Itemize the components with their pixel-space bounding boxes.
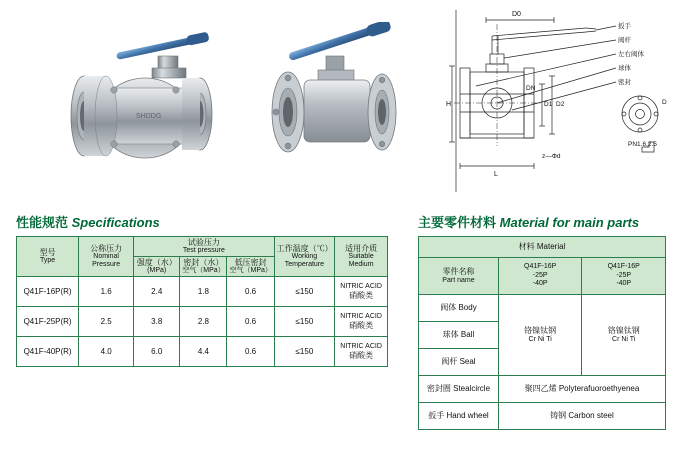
cell-part-name: 阀体 Body (419, 295, 499, 322)
svg-text:SHDDG: SHDDG (136, 113, 162, 120)
cell-medium: NITRIC ACID 硝酸类 (335, 307, 388, 337)
drawing-label-d2: D2 (556, 101, 565, 108)
specifications-title-cn: 性能规范 (16, 215, 69, 230)
drawing-label-d: D (662, 99, 667, 106)
material-row (419, 295, 666, 322)
table-row (17, 277, 388, 307)
drawing-label-pn: PN1.6,2.5 (628, 141, 657, 148)
header-strength: 强度（水） (MPa) (134, 257, 180, 277)
material-row (419, 403, 666, 430)
cell-low-seal: 0.6 (227, 307, 274, 337)
material-subheader-row (419, 258, 666, 295)
material-table (418, 236, 666, 430)
cell-type: Q41F-16P(R) (17, 277, 79, 307)
cell-material-2: 铬镍钛钢 Cr Ni Ti (582, 295, 666, 376)
drawing-callout-seal: 密封 (618, 79, 631, 86)
cell-strength: 2.4 (134, 277, 180, 307)
valve-photo-right (248, 22, 428, 172)
technical-drawing (446, 6, 676, 196)
product-photos (0, 0, 440, 195)
specifications-title-en: Specifications (71, 215, 160, 230)
header-working-temperature: 工作温度（℃） Working Temperature (274, 237, 335, 277)
drawing-label-zd: z—Φd (542, 153, 561, 160)
drawing-callout-ball: 球体 (618, 65, 631, 72)
drawing-label-h: H (446, 101, 452, 108)
drawing-label-l: L (494, 171, 498, 178)
cell-type: Q41F-25P(R) (17, 307, 79, 337)
cell-nominal: 4.0 (79, 337, 134, 367)
cell-seal: 1.8 (180, 277, 227, 307)
cell-nominal: 2.5 (79, 307, 134, 337)
drawing-label-dn: DN (526, 85, 536, 92)
table-row (17, 307, 388, 337)
header-material-col-2: Q41F-16P -25P -40P (582, 258, 666, 295)
cell-material-1: 铬镍钛钢 Cr Ni Ti (498, 295, 582, 376)
specifications-title (16, 212, 160, 231)
header-nominal-pressure: 公称压力 Nominal Pressure (79, 237, 134, 277)
header-part-name: 零件名称 Part name (419, 258, 499, 295)
header-test-pressure: 试验压力 Test pressure (134, 237, 275, 257)
drawing-callout-stem: 阀杆 (618, 37, 631, 44)
table-row (17, 337, 388, 367)
cell-nominal: 1.6 (79, 277, 134, 307)
cell-part-name: 扳手 Hand wheel (419, 403, 499, 430)
material-header-row (419, 237, 666, 258)
drawing-label-d0: D0 (512, 11, 521, 18)
header-type: 型号 Type (17, 237, 79, 277)
header-seal: 密封（水） 空气（MPa） (180, 257, 227, 277)
cell-part-name: 密封圈 Stealcircle (419, 376, 499, 403)
table-header-row (17, 237, 388, 257)
cell-temperature: ≤150 (274, 307, 335, 337)
header-material-col-1: Q41F-16P -25P -40P (498, 258, 582, 295)
header-suitable-medium: 适用介质 Suitable Medium (335, 237, 388, 277)
material-title-en: Material for main parts (499, 215, 640, 230)
cell-part-name: 球体 Ball (419, 322, 499, 349)
header-material: 材料 Material (419, 237, 666, 258)
cell-seal: 2.8 (180, 307, 227, 337)
cell-temperature: ≤150 (274, 277, 335, 307)
cell-part-name: 阀杆 Seal (419, 349, 499, 376)
drawing-callout-handle: 扳手 (618, 23, 631, 30)
cell-low-seal: 0.6 (227, 277, 274, 307)
valve-photo-left (40, 18, 250, 178)
cell-strength: 3.8 (134, 307, 180, 337)
material-row (419, 376, 666, 403)
cell-medium: NITRIC ACID 硝酸类 (335, 277, 388, 307)
material-title (418, 212, 639, 231)
cell-low-seal: 0.6 (227, 337, 274, 367)
cell-type: Q41F-40P(R) (17, 337, 79, 367)
drawing-callout-body: 左右阀体 (618, 51, 644, 58)
header-low-pressure-seal: 低压密封 空气（MPa） (227, 257, 274, 277)
cell-medium: NITRIC ACID 硝酸类 (335, 337, 388, 367)
drawing-label-d1: D1 (544, 101, 553, 108)
cell-temperature: ≤150 (274, 337, 335, 367)
material-title-cn: 主要零件材料 (418, 215, 497, 230)
cell-strength: 6.0 (134, 337, 180, 367)
cell-seal: 4.4 (180, 337, 227, 367)
cell-material-span: 聚四乙烯 Polyterafuoroethyenea (498, 376, 665, 403)
cell-material-span: 铸钢 Carbon steel (498, 403, 665, 430)
specifications-table (16, 236, 388, 367)
